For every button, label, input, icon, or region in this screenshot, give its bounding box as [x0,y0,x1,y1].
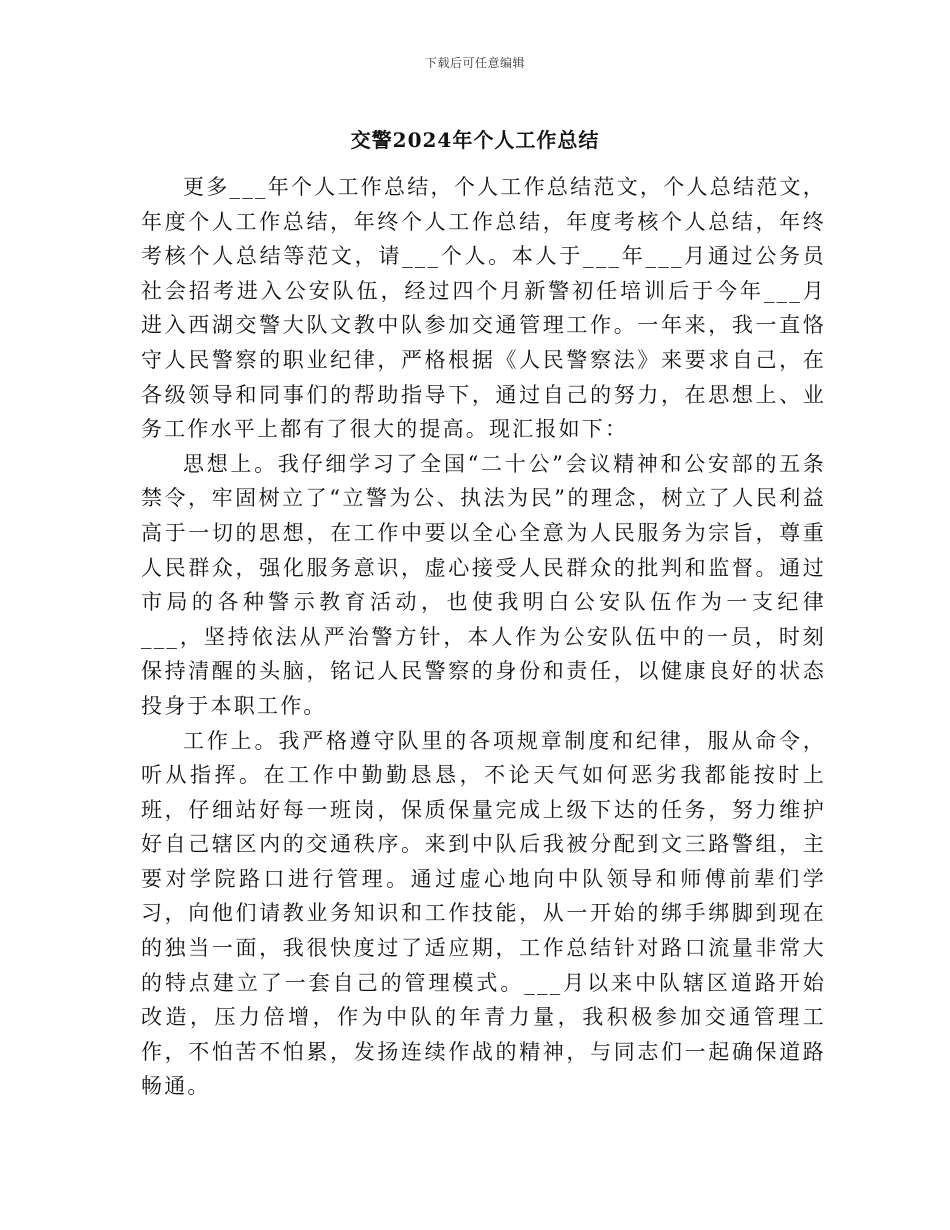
paragraph-ideology: 思想上。我仔细学习了全国“二十公”会议精神和公安部的五条禁令，牢固树立了“立警为公、执法为民”的理念，树立了人民利益高于一切的思想，在工作中要以全心全意为人民服务为宗旨，尊重人民群众，强化服务意识，虚心接受人民群众的批判和监督。通过市局的各种警示教育活动，也使我明白公安队伍作为一支纪律___，坚持依法从严治警方针，本人作为公安队伍中的一员，时刻保持清醒的头脑，铭记人民警察的身份和责任，以健康良好的状态投身于本职工作。 [141,451,826,718]
header-note: 下载后可任意编辑 [424,56,525,70]
document-body [141,170,826,1104]
paragraph-work: 工作上。我严格遵守队里的各项规章制度和纪律，服从命令，听从指挥。在工作中勤勤恳恳，不论天气如何恶劣我都能按时上班，仔细站好每一班岗，保质保量完成上级下达的任务，努力维护好自己辖区内的交通秩序。来到中队后我被分配到文三路警组，主要对学院路口进行管理。通过虚心地向中队领导和师傅前辈们学习，向他们请教业务知识和工作技能，从一开始的绑手绑脚到现在的独当一面，我很快度过了适应期，工作总结针对路口流量非常大的特点建立了一套自己的管理模式。___月以来中队辖区道路开始改造，压力倍增，作为中队的年青力量，我积极参加交通管理工作，不怕苦不怕累，发扬连续作战的精神，与同志们一起确保道路畅通。 [141,728,826,1099]
paragraph-intro: 更多___年个人工作总结，个人工作总结范文，个人总结范文，年度个人工作总结，年终个人工作总结，年度考核个人总结，年终考核个人总结等范文，请___个人。本人于___年___月通过公务员社会招考进入公安队伍，经过四个月新警初任培训后于今年___月进入西湖交警大队文教中队参加交通管理工作。一年来，我一直恪守人民警察的职业纪律，严格根据《人民警察法》来要求自己，在各级领导和同事们的帮助指导下，通过自己的努力，在思想上、业务工作水平上都有了很大的提高。现汇报如下： [141,175,826,442]
document-title: 交警2024年个人工作总结 [350,128,600,152]
